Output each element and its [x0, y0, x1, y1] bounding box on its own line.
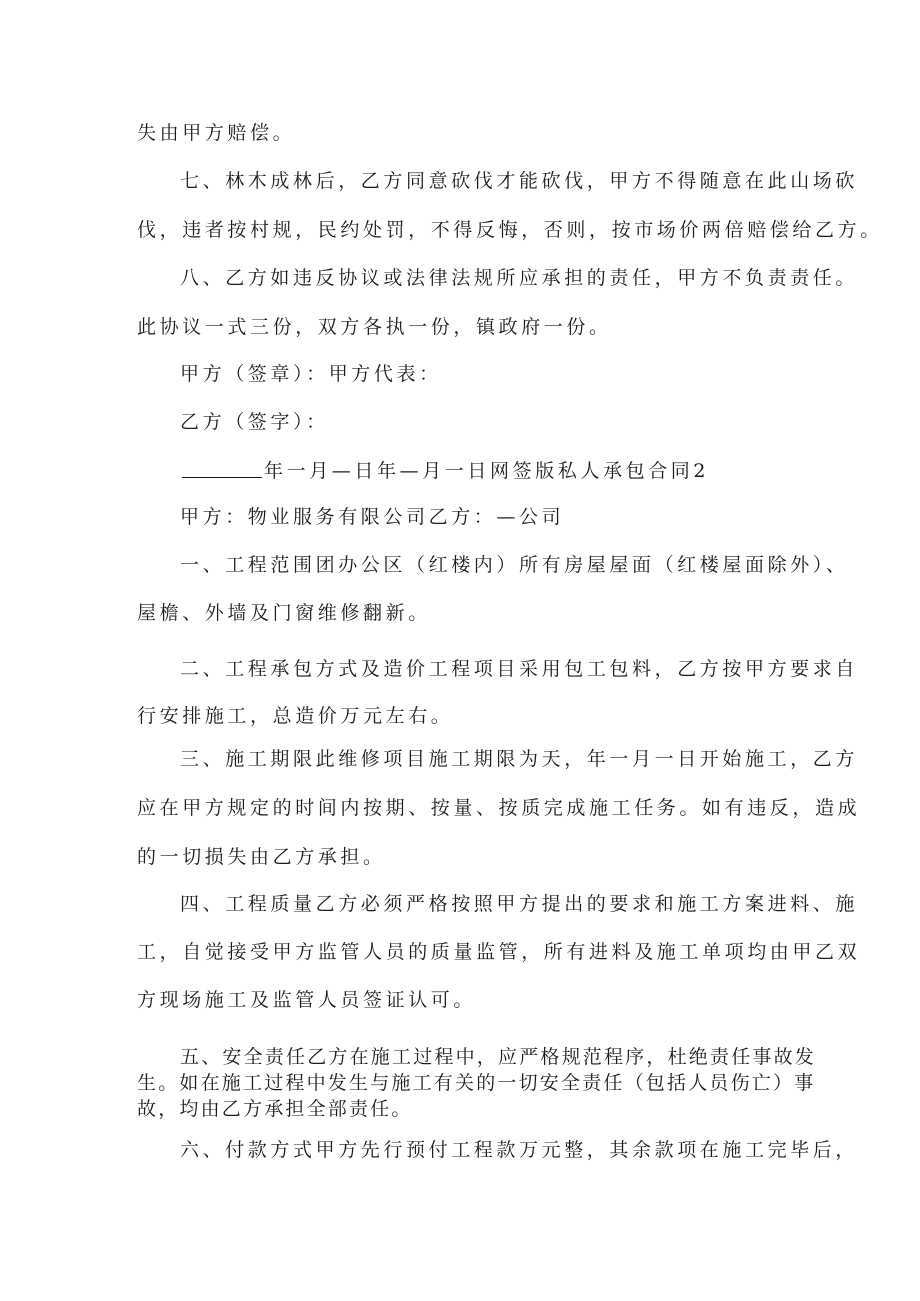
text-line: 此协议一式三份，双方各执一份，镇政府一份。: [137, 316, 612, 338]
date-blank: [182, 460, 262, 478]
contract-heading-text: 年一月—日年—月一日网签版私人承包合同2: [264, 460, 710, 482]
text-line: 四、工程质量乙方必须严格按照甲方提出的要求和施工方案进料、施: [180, 893, 859, 915]
text-line: 三、施工期限此维修项目施工期限为天，年一月一日开始施工，乙方: [180, 748, 859, 770]
text-line: 伐，违者按村规，民约处罚，不得反悔，否则，按市场价两倍赔偿给乙方。: [137, 219, 883, 241]
text-line: 屋檐、外墙及门窗维修翻新。: [137, 602, 431, 624]
text-line: 故，均由乙方承担全部责任。: [137, 1098, 413, 1120]
text-line: 失由甲方赔偿。: [137, 122, 296, 144]
parties-line: 甲方：物业服务有限公司乙方：—公司: [180, 506, 565, 528]
text-line: 二、工程承包方式及造价工程项目采用包工包料，乙方按甲方要求自: [180, 658, 859, 680]
text-line: 行安排施工，总造价万元左右。: [137, 705, 454, 727]
text-line: 工，自觉接受甲方监管人员的质量监管，所有进料及施工单项均由甲乙双: [137, 941, 861, 963]
text-line: 方现场施工及监管人员签证认可。: [137, 989, 477, 1011]
text-line: 六、付款方式甲方先行预付工程款万元整，其余款项在施工完毕后，: [180, 1139, 859, 1161]
text-line: 的一切损失由乙方承担。: [137, 846, 386, 868]
text-line: 应在甲方规定的时间内按期、按量、按质完成施工任务。如有违反，造成: [137, 797, 861, 819]
text-line: 七、林木成林后，乙方同意砍伐才能砍伐，甲方不得随意在此山场砍: [180, 170, 859, 192]
text-line: 八、乙方如违反协议或法律法规所应承担的责任，甲方不负责责任。: [180, 267, 859, 289]
signature-line-party-a: 甲方（签章）：甲方代表：: [180, 363, 442, 385]
text-line: 五、安全责任乙方在施工过程中，应严格规范程序，杜绝责任事故发: [180, 1046, 817, 1068]
text-line: 一、工程范围团办公区（红楼内）所有房屋屋面（红楼屋面除外）、: [180, 554, 849, 576]
signature-line-party-b: 乙方（签字）：: [180, 411, 329, 433]
text-line: 生。如在施工过程中发生与施工有关的一切安全责任（包括人员伤亡）事: [137, 1072, 816, 1094]
contract-heading-line: [182, 460, 709, 481]
